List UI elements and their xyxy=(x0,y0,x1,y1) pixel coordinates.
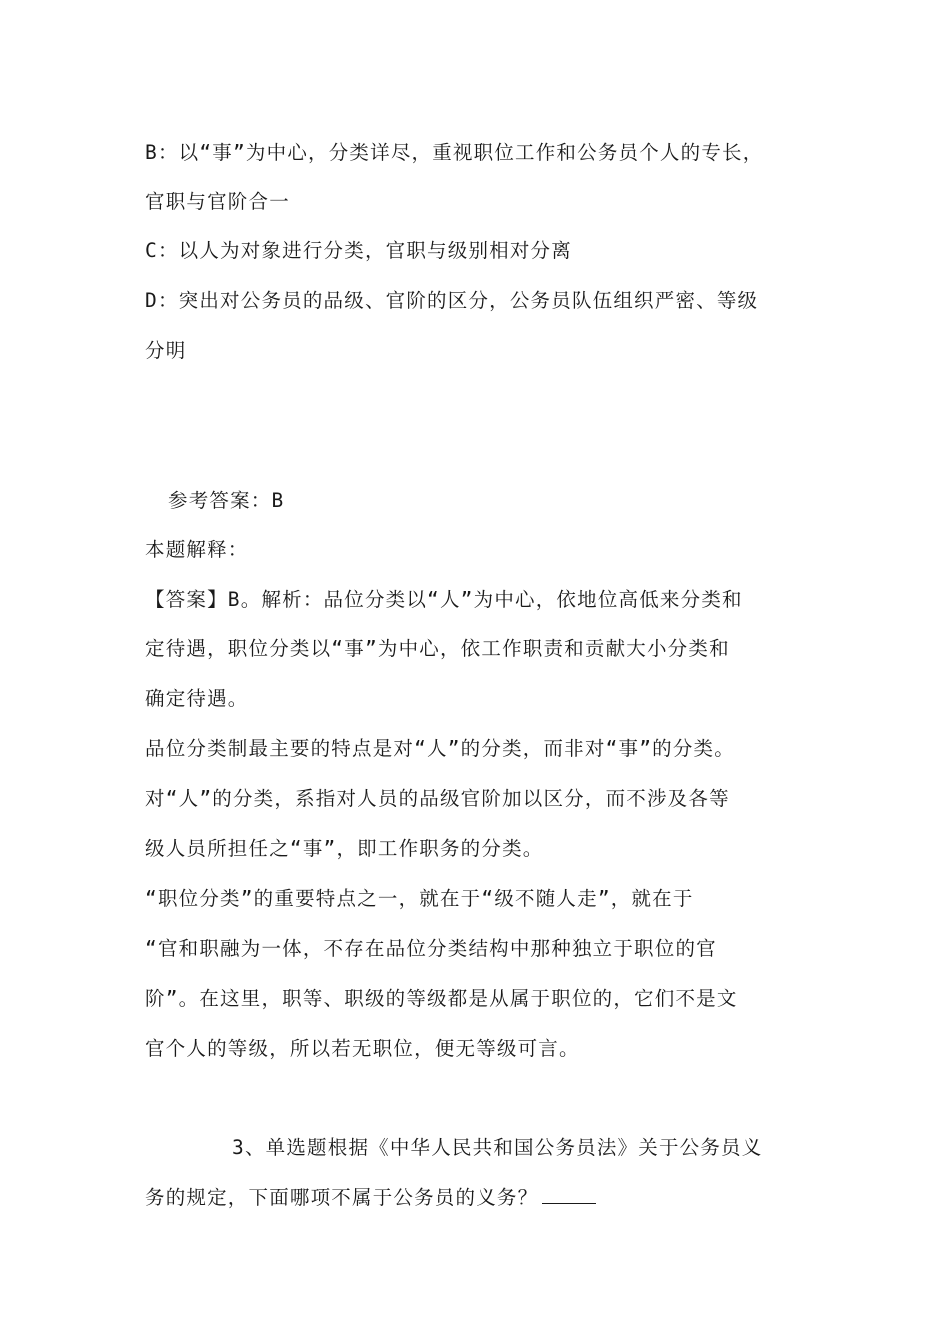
explanation-line: 阶”。在这里，职等、职级的等级都是从属于职位的，它们不是文 xyxy=(145,987,738,1010)
option-c-line-1: C：以人为对象进行分类，官职与级别相对分离 xyxy=(145,239,572,262)
explanation-line: 对“人”的分类，系指对人员的品级官阶加以区分，而不涉及各等 xyxy=(145,787,730,810)
explanation-label: 本题解释： xyxy=(145,538,249,561)
explanation-line: 【答案】B。解析：品位分类以“人”为中心，依地位高低来分类和 xyxy=(145,588,743,611)
explanation-line: 级人员所担任之“事”，即工作职务的分类。 xyxy=(145,837,544,860)
explanation-line: 确定待遇。 xyxy=(145,687,249,710)
explanation-line: 官个人的等级，所以若无职位，便无等级可言。 xyxy=(145,1037,580,1060)
question-3-line-1: 3、单选题根据《中华人民共和国公务员法》关于公务员义 xyxy=(232,1136,763,1159)
reference-answer: 参考答案：B xyxy=(168,489,285,512)
explanation-line: “职位分类”的重要特点之一，就在于“级不随人走”，就在于 xyxy=(145,887,694,910)
explanation-line: 品位分类制最主要的特点是对“人”的分类，而非对“事”的分类。 xyxy=(145,737,735,760)
question-3-text: 务的规定，下面哪项不属于公务员的义务？ xyxy=(145,1186,539,1209)
option-b-line-1: B：以“事”为中心，分类详尽，重视职位工作和公务员个人的专长， xyxy=(145,141,764,164)
option-d-line-1: D：突出对公务员的品级、官阶的区分，公务员队伍组织严密、等级 xyxy=(145,289,759,312)
option-b-line-2: 官职与官阶合一 xyxy=(145,190,290,213)
answer-blank xyxy=(542,1185,596,1204)
question-3-line-2 xyxy=(145,1185,596,1211)
option-d-line-2: 分明 xyxy=(145,339,187,362)
explanation-line: 定待遇，职位分类以“事”为中心，依工作职责和贡献大小分类和 xyxy=(145,637,730,660)
explanation-line: “官和职融为一体，不存在品位分类结构中那种独立于职位的官 xyxy=(145,937,717,960)
